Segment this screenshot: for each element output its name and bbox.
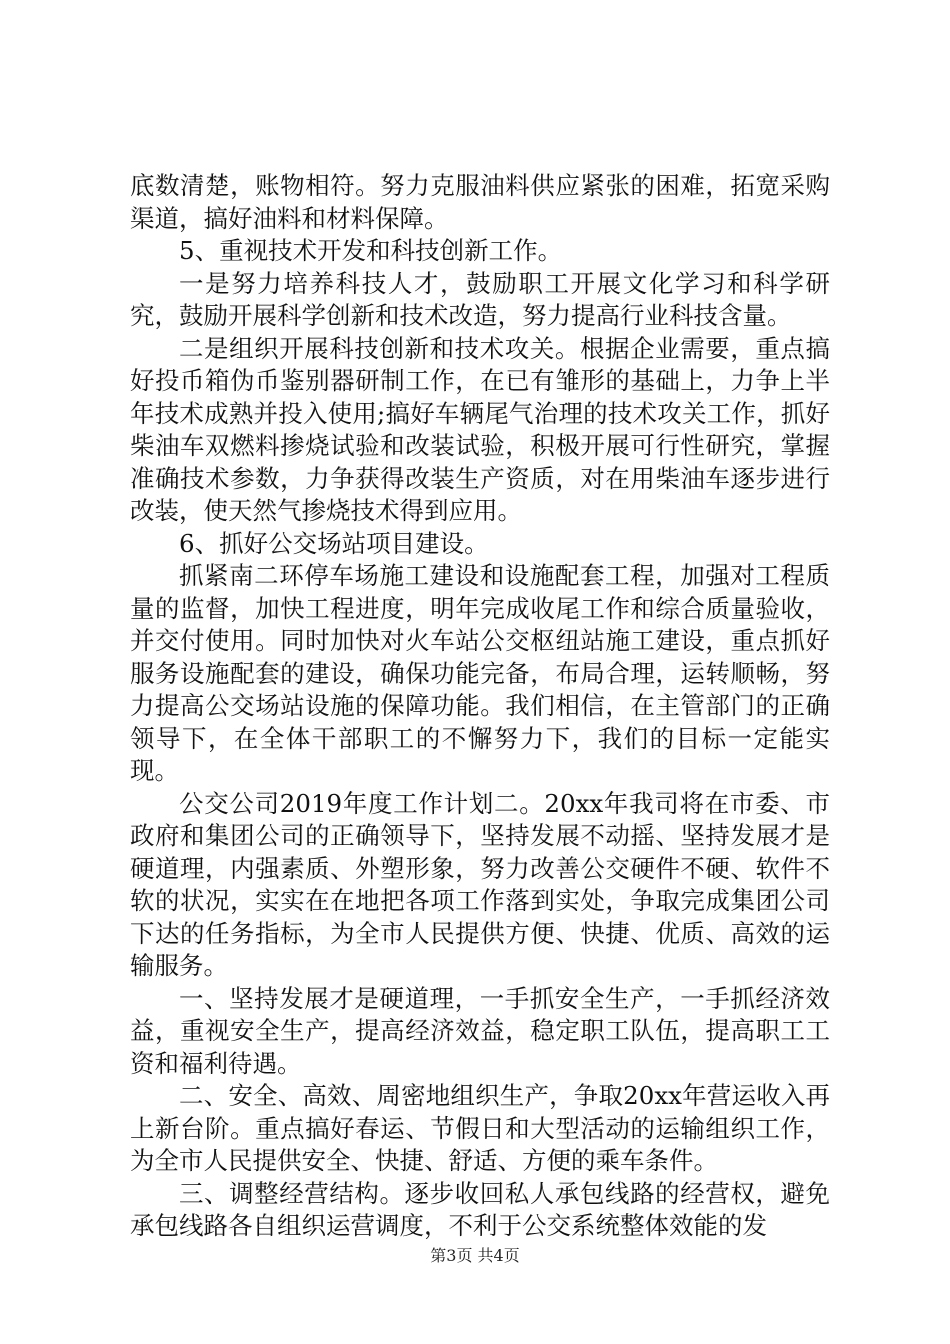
document-body <box>130 170 830 1243</box>
paragraph: 二、安全、高效、周密地组织生产，争取20xx年营运收入再上新台阶。重点搞好春运、节假日和大型活动的运输组织工作，为全市人民提供安全、快捷、舒适、方便的乘车条件。 <box>130 1081 830 1175</box>
section-heading-5: 5、重视技术开发和科技创新工作。 <box>179 236 563 265</box>
paragraph: 三、调整经营结构。逐步收回私人承包线路的经营权，避免承包线路各自组织运营调度，不利于公交系统整体效能的发 <box>130 1178 830 1240</box>
paragraph: 二是组织开展科技创新和技术攻关。根据企业需要，重点搞好投币箱伪币鉴别器研制工作，在已有雏形的基础上，力争上半年技术成熟并投入使用;搞好车辆尾气治理的技术攻关工作，抓好柴油车双燃料掺烧试验和改装试验，积极开展可行性研究，掌握准确技术参数，力争获得改装生产资质，对在用柴油车逐步进行改装，使天然气掺烧技术得到应用。 <box>130 333 830 525</box>
paragraph-continuation: 底数清楚，账物相符。努力克服油料供应紧张的困难，拓宽采购渠道，搞好油料和材料保障。 <box>130 171 830 233</box>
page-number-footer: 第3页 共4页 <box>430 1246 520 1265</box>
paragraph: 一是努力培养科技人才，鼓励职工开展文化学习和科学研究，鼓励开展科学创新和技术改造，努力提高行业科技含量。 <box>130 268 830 330</box>
paragraph: 公交公司2019年度工作计划二。20xx年我司将在市委、市政府和集团公司的正确领导下，坚持发展不动摇、坚持发展才是硬道理，内强素质、外塑形象，努力改善公交硬件不硬、软件不软的状况，实实在在地把各项工作落到实处，争取完成集团公司下达的任务指标，为全市人民提供方便、快捷、优质、高效的运输服务。 <box>130 788 830 980</box>
paragraph: 抓紧南二环停车场施工建设和设施配套工程，加强对工程质量的监督，加快工程进度，明年完成收尾工作和综合质量验收，并交付使用。同时加快对火车站公交枢纽站施工建设，重点抓好服务设施配套的建设，确保功能完备，布局合理，运转顺畅，努力提高公交场站设施的保障功能。我们相信，在主管部门的正确领导下，在全体干部职工的不懈努力下，我们的目标一定能实现。 <box>130 561 830 785</box>
section-heading-6: 6、抓好公交场站项目建设。 <box>179 528 489 558</box>
paragraph: 一、坚持发展才是硬道理，一手抓安全生产，一手抓经济效益，重视安全生产，提高经济效益，稳定职工队伍，提高职工工资和福利待遇。 <box>130 983 830 1078</box>
